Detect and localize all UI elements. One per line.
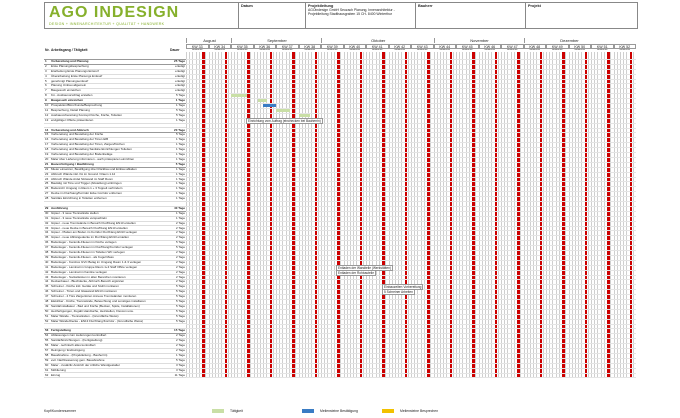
- week-header: KW 34: [209, 44, 232, 49]
- task-duration: 1 Tage: [176, 156, 185, 161]
- col-header-dauer: Dauer: [170, 48, 180, 52]
- week-header: KW 33: [186, 44, 209, 49]
- task-name: Ausbauvorbereitung Konzept Küche, Küche, Toiletten: [51, 112, 122, 117]
- week-day-letters: MDMDFSS: [214, 49, 225, 51]
- week-day-letters: MDMDFSS: [237, 49, 248, 51]
- week-day-letters: MDMDFSS: [552, 49, 563, 51]
- task-duration: 5 Tage: [175, 161, 185, 166]
- task-duration: 5 Tage: [176, 107, 185, 112]
- week-day-letters: MDMDFSS: [259, 49, 270, 51]
- task-duration: 2 Tage: [176, 269, 185, 274]
- task-name: Abfassungen zum Lieferungen kontrolliert: [51, 333, 107, 338]
- week-day-letters: MDMDFSS: [574, 49, 585, 51]
- task-number: 19: [45, 152, 49, 156]
- company-tagline: DESIGN + INNENARCHITEKTUR + QUALITÄT + HANDWERK: [49, 22, 165, 26]
- week-header: KW 43: [411, 44, 434, 49]
- task-number: 39: [45, 254, 49, 259]
- task-number: 31: [45, 215, 49, 220]
- task-number: 36: [45, 240, 49, 245]
- task-number: 16: [45, 137, 49, 142]
- task-duration: 1 Tage: [176, 147, 185, 152]
- task-name: Vorbereitung und Bestellung der Küche: [51, 132, 104, 137]
- task-number: 8: [45, 93, 47, 98]
- week-header: KW 39: [321, 44, 344, 49]
- task-name: Schreiner - Türen und Glaswand EN13 montieren: [51, 289, 117, 294]
- task-name: Elektriker - Küche, Trennwände, Beleuchtung und sonstiges installieren: [51, 299, 146, 303]
- task-name: Decke im Flur/Gang/Korridor Ecke Corridor entfernen: [51, 191, 122, 196]
- task-duration: 40 Tage: [174, 205, 185, 210]
- legend-label: Tätigkeit: [230, 409, 243, 413]
- task-duration: 5 Tage: [176, 240, 185, 245]
- task-duration: 15 Tage: [174, 328, 185, 333]
- task-number: 57: [45, 348, 49, 352]
- task-duration: 5 Tage: [176, 112, 185, 117]
- task-duration: erledigt: [175, 88, 185, 93]
- task-name: Bauabnahme - (Projektleitung - Bauherrin): [51, 352, 108, 357]
- task-number: 4: [45, 73, 47, 78]
- week-header: KW 44: [434, 44, 457, 49]
- task-number: 60: [45, 362, 49, 367]
- task-number: 10: [45, 103, 49, 107]
- task-number: 53: [45, 328, 49, 333]
- task-name: Ausführung: [51, 205, 68, 210]
- task-duration: 2 Tage: [176, 220, 185, 225]
- task-name: Besprechung, Detail Planung: [51, 107, 90, 112]
- task-name: Gipser - 3 neue Trennwände stellen: [51, 210, 99, 215]
- task-name: Vorbereitung und Bestellung der Türen EIB: [51, 137, 109, 142]
- task-duration: 11 Tage: [174, 372, 185, 377]
- gantt-chart: [44, 38, 636, 400]
- week-header: KW 50: [569, 44, 592, 49]
- header-field-projekt: Projekt: [528, 4, 541, 8]
- task-duration: 1 Tage: [175, 98, 185, 103]
- task-name: Abbruch Wände Ardel Sitzwand im Staff Room: [51, 176, 113, 181]
- task-number: 1: [45, 58, 47, 63]
- task-duration: 5 Tage: [176, 318, 185, 323]
- task-number: 15: [45, 132, 49, 137]
- task-name: Gipser - neue Abhängedecke im Flur/Klang EN13 erstellen: [51, 235, 129, 240]
- task-duration: 5 Tage: [176, 313, 185, 318]
- task-duration: 3 Tage: [176, 362, 185, 367]
- week-header: KW 38: [299, 44, 322, 49]
- task-name: Überarbeitung Erste Planungs Entwurf: [51, 73, 103, 78]
- task-number: 47: [45, 294, 49, 299]
- task-name: Gipser - Platten am Boden im Korridor Flur/Klang EN13 verlegen: [51, 230, 138, 235]
- week-day-letters: MDMDFSS: [529, 49, 540, 51]
- company-logo: AGO INDESIGN: [49, 4, 180, 21]
- bar-annotation: 5 Schreiner Arbeiten: [384, 290, 413, 295]
- task-duration: erledigt: [175, 83, 185, 88]
- task-duration: 25 Tage: [174, 58, 185, 63]
- week-header: KW 46: [479, 44, 502, 49]
- task-name: Gipser - neue Decke in Bereich Flur/Klang EN13 erstellen: [51, 225, 128, 230]
- task-duration: 5 Tage: [176, 299, 185, 303]
- task-number: 28: [45, 196, 49, 201]
- task-number: 56: [45, 343, 49, 348]
- task-duration: 1 Tage: [176, 166, 185, 171]
- task-number: 6: [45, 83, 47, 88]
- task-number: 32: [45, 220, 49, 225]
- month-header: November: [434, 38, 525, 43]
- legend-color-box: [212, 409, 224, 413]
- legend-swatch: [212, 407, 226, 415]
- month-header: Dezember: [524, 38, 615, 43]
- task-number: 59: [45, 357, 49, 362]
- task-number: 17: [45, 142, 49, 147]
- task-name: Maler Wände - Trennwänden - (Grundfarbe Weiss): [51, 313, 119, 318]
- legend-swatch: [302, 407, 316, 415]
- task-number: 20: [45, 156, 49, 161]
- task-name: Maler über Lieferung informieren - auch präsupieren einrichten: [51, 156, 135, 161]
- week-day-letters: MDMDFSS: [484, 49, 495, 51]
- task-number: 38: [45, 250, 49, 254]
- task-number: 5: [45, 78, 47, 83]
- task-name: Sanitär/Einrichtungen - (Fertigstellung): [51, 338, 103, 343]
- task-duration: 1 Tage: [176, 196, 185, 201]
- task-number: 3: [45, 68, 47, 73]
- task-number: 18: [45, 147, 49, 152]
- legend-left-label: Kopf/Kundennummer: [44, 409, 77, 413]
- week-day-letters: MDMDFSS: [349, 49, 360, 51]
- task-name: Maler Wände/Decke - EN13 Flur/Klang/Korridor - (Grundfarbe Weiss): [51, 318, 144, 323]
- task-name: Schreiner - 4 Türe Zargentüren Annexe Trennwänden montieren: [51, 294, 137, 299]
- task-name: Erste Planungsbesprechung: [51, 63, 89, 68]
- task-duration: erledigt: [175, 73, 185, 78]
- bar-annotation: Einbauzeiten Vorbereitung: [384, 285, 422, 290]
- task-number: 11: [45, 107, 49, 112]
- task-name: Mieter einsetzen, Bewilligung über Rückbau und Einbau ablaiten: [51, 166, 137, 171]
- task-duration: 1 Tage: [176, 142, 185, 147]
- week-day-letters: MDMDFSS: [192, 49, 203, 51]
- task-name: Bodenrohr Umgang m Raum 1 + 3 Toppelt verhindern: [51, 186, 123, 191]
- task-name: Vorbereitung und Planung: [51, 58, 89, 63]
- month-header: Oktober: [321, 38, 435, 43]
- task-name: Heizfertigungen, Zugabi Handtuche, Heizstellen, Flexcon usw.: [51, 308, 134, 313]
- month-header: September: [231, 38, 322, 43]
- task-duration: 1 Tage: [176, 215, 185, 220]
- task-name: Baugesuch einreichen: [51, 88, 81, 93]
- task-duration: 5 Tage: [176, 289, 185, 294]
- task-number: 41: [45, 264, 49, 269]
- task-name: genehmigt Planungsentwurf: [51, 78, 89, 83]
- task-name: Kü - Ausbauvorschlag erstellen: [51, 93, 93, 98]
- task-duration: 2 Tage: [176, 279, 185, 284]
- task-duration: 2 Tage: [176, 264, 185, 269]
- task-duration: 2 Tage: [176, 254, 185, 259]
- task-duration: 1 Tage: [176, 137, 185, 142]
- task-name: endgültiger Offerte präsentieren: [51, 117, 94, 122]
- task-duration: 2 Tage: [176, 259, 185, 264]
- week-day-letters: MDMDFSS: [304, 49, 315, 51]
- task-name: Schreiner - Küche inkl. Geräte und Stuhl montieren: [51, 284, 119, 289]
- task-name: Bauvorfertigung / Bauführung: [51, 161, 94, 166]
- task-bar: [258, 99, 267, 102]
- legend-label: Meilensteine Besprechen: [400, 409, 439, 413]
- task-name: Deckenbauer - Blechdecke, Abbruch-Bereich ergänzen: [51, 279, 125, 284]
- week-day-letters: MDMDFSS: [439, 49, 450, 51]
- task-name: Fertigstellung: [51, 328, 71, 333]
- task-list: [44, 38, 186, 400]
- task-name: Planung Umbau allgemein: [51, 83, 87, 88]
- task-number: 27: [45, 191, 49, 196]
- task-number: 33: [45, 225, 49, 230]
- week-day-letters: MDMDFSS: [619, 49, 630, 51]
- task-duration: erledigt: [175, 68, 185, 73]
- week-header: KW 47: [501, 44, 524, 49]
- header-field-date: Datum: [239, 3, 306, 28]
- task-duration: 5 Tage: [176, 245, 185, 250]
- week-header: KW 42: [389, 44, 412, 49]
- task-duration: 2 Tage: [176, 343, 185, 348]
- task-name: Bodenleger - Laminat im Gruppe Raum 1+3 Staff Office verlegen: [51, 264, 138, 269]
- task-name: Bodenleger - Korobox GVC Belag im Umgang Raum 1 & 3 verlegen: [51, 259, 142, 264]
- task-number: 2: [45, 63, 47, 68]
- week-day-letters: MDMDFSS: [462, 49, 473, 51]
- task-number: 61: [45, 367, 49, 372]
- week-header: KW 35: [231, 44, 254, 49]
- task-name: Vorbereitung und Bestellung der Türen, Zargen/Küchen: [51, 142, 125, 147]
- logo-area: [45, 3, 239, 28]
- task-bar: [263, 104, 277, 107]
- week-header: KW 52: [614, 44, 637, 49]
- task-duration: 5 Tage: [176, 132, 185, 137]
- task-number: 26: [45, 186, 49, 191]
- task-number: 30: [45, 210, 49, 215]
- task-duration: 1 Tage: [176, 186, 185, 191]
- task-duration: erledigt: [175, 63, 185, 68]
- header-field-bauherr: Bauherr: [416, 3, 526, 28]
- task-number: 21: [45, 161, 49, 166]
- header-field-projektleitung: Projektleitung AGOindesign GmbH Seuzach Planung, Innenarchitektur - Projektleitung Stadthausgraben 15 CH- 8400 Winterthur: [306, 3, 416, 28]
- week-day-letters: MDMDFSS: [394, 49, 405, 51]
- bar-annotation: Einrichtung vom Auftrag (einchecken bei Bauherrin): [248, 118, 321, 123]
- task-name: Einzug: [51, 372, 61, 377]
- task-name: Bodenleger - Keramik-Fliesen im Toiletten WC verlegen: [51, 250, 125, 254]
- task-number: 50: [45, 308, 49, 313]
- legend-label: Meilensteine Bestätigung: [320, 409, 358, 413]
- task-duration: 2 Tage: [176, 225, 185, 230]
- task-duration: 1 Tage: [176, 117, 185, 122]
- timeline: [186, 38, 636, 400]
- task-number: 23: [45, 171, 49, 176]
- task-name: Sanitärinstallateur - Bad und Küche (Becken, Spüle, Installationen): [51, 303, 140, 308]
- task-duration: erledigt: [175, 78, 185, 83]
- task-duration: 2 Tage: [176, 274, 185, 279]
- task-name: Erarbeitung Erste Planungs Entwurf: [51, 68, 99, 73]
- task-duration: 1 Tage: [176, 191, 185, 196]
- task-duration: 5 Tage: [176, 93, 185, 98]
- task-name: Vorbereitung und Bestellung Sanitäre Einrichtungen Toiletten: [51, 147, 132, 152]
- col-header-name: Arbeitsgang / Tätigkeit: [51, 48, 88, 52]
- task-duration: 1 Tage: [176, 210, 185, 215]
- task-name: Maler - technisch alles kontrolliert: [51, 343, 96, 348]
- week-day-letters: MDMDFSS: [372, 49, 383, 51]
- task-name: Gipser - neue Trennwände in Bereich Flur/Klang EN13 erstellen: [51, 220, 136, 225]
- task-number: 46: [45, 289, 49, 294]
- task-number: 43: [45, 274, 49, 279]
- week-header: KW 49: [546, 44, 569, 49]
- task-number: 25: [45, 181, 49, 186]
- legend-swatch: [382, 407, 396, 415]
- task-number: 44: [45, 279, 49, 284]
- bar-annotation: Entladen der Rohbauteile: [338, 270, 374, 275]
- task-duration: 2 Tage: [176, 250, 185, 254]
- task-name: Bodenleger - Keramik-Fliesen im Küche verlegen: [51, 240, 117, 245]
- task-name: Gipser - 3 neue Trennwände verspachteln: [51, 215, 107, 220]
- month-header: August: [186, 38, 232, 43]
- legend-color-box: [382, 409, 394, 413]
- task-duration: 5 Tage: [176, 357, 185, 362]
- task-row: [44, 373, 186, 379]
- week-header: KW 40: [344, 44, 367, 49]
- task-name: Vorbereitung und Bestellung der Bodenbeläge: [51, 152, 113, 156]
- task-number: 14: [45, 127, 49, 132]
- week-day-letters: MDMDFSS: [597, 49, 608, 51]
- task-duration: 5 Tage: [176, 303, 185, 308]
- task-duration: 2 Tage: [176, 338, 185, 343]
- task-duration: 3 Tage: [176, 367, 185, 372]
- task-duration: 2 Tage: [176, 348, 185, 352]
- task-name: Prospektion/Büro/Kunde/Besprechung: [51, 103, 103, 107]
- task-name: Baugesuch einreichen: [51, 98, 84, 103]
- task-name: Bodenleger - Laminat im Kantine verlegen: [51, 269, 108, 274]
- task-number: 52: [45, 318, 49, 323]
- task-number: 48: [45, 299, 49, 303]
- task-duration: 5 Tage: [176, 294, 185, 299]
- task-duration: 1 Tage: [176, 181, 185, 186]
- task-duration: 1 Tage: [176, 352, 185, 357]
- task-number: 13: [45, 117, 49, 122]
- task-duration: 2 Tage: [176, 230, 185, 235]
- task-number: 62: [45, 372, 49, 377]
- task-number: 42: [45, 269, 49, 274]
- task-bar: [231, 94, 247, 97]
- task-duration: 5 Tage: [176, 284, 185, 289]
- legend-color-box: [302, 409, 314, 413]
- task-name: evtl. Nachbesserung gem. Bauabnahme: [51, 357, 105, 362]
- task-number: 34: [45, 230, 49, 235]
- task-duration: 2 Tage: [176, 235, 185, 240]
- bar-annotation: Entladen der Wandteile (Werkstätten): [338, 265, 391, 270]
- task-number: 7: [45, 88, 47, 93]
- task-name: Abbruch Wände inkl. Kü im Ground / Raum 1.12: [51, 171, 116, 176]
- task-name: Bautätig mit Türe und Trigger (Abstellung) einbringen: [51, 181, 122, 186]
- task-name: Bodenleger - Sockelleisten in allen Bereichen montieren: [51, 274, 126, 279]
- task-duration: 1 Tage: [176, 103, 185, 107]
- task-duration: 1 Tage: [176, 152, 185, 156]
- task-number: 29: [45, 205, 49, 210]
- task-duration: 2 Tage: [176, 333, 185, 338]
- week-header: KW 51: [591, 44, 614, 49]
- task-name: Möblierung: [51, 367, 66, 372]
- task-number: 24: [45, 176, 49, 181]
- task-number: 55: [45, 338, 49, 343]
- task-number: 37: [45, 245, 49, 250]
- week-day-letters: MDMDFSS: [282, 49, 293, 51]
- week-header: KW 48: [524, 44, 547, 49]
- week-header: KW 37: [276, 44, 299, 49]
- week-day-letters: MDMDFSS: [417, 49, 428, 51]
- task-name: Sanitäre Einrichtung in Toiletten entfernen: [51, 196, 107, 201]
- task-number: 45: [45, 284, 49, 289]
- task-bar: [276, 109, 290, 112]
- page-header: [44, 2, 638, 29]
- col-header-nr: Nr.: [45, 48, 50, 52]
- week-day-letters: MDMDFSS: [507, 49, 518, 51]
- task-duration: 1 Tage: [176, 176, 185, 181]
- week-header: KW 45: [456, 44, 479, 49]
- task-bar: [299, 114, 310, 117]
- task-number: 22: [45, 166, 49, 171]
- task-name: Reinigung / Endreinigung: [51, 348, 85, 352]
- task-name: Bodenleger - Keramik-Fliesen - als Kugel Mass: [51, 254, 114, 259]
- task-duration: 5 Tage: [176, 308, 185, 313]
- task-number: 58: [45, 352, 49, 357]
- task-duration: 20 Tage: [174, 127, 185, 132]
- task-number: 54: [45, 333, 49, 338]
- week-header: KW 36: [254, 44, 277, 49]
- task-name: Vorbereitung und Abbruch: [51, 127, 89, 132]
- task-number: 51: [45, 313, 49, 318]
- task-name: Maler - zusätzlic Anstrich der örtliche Wandgestalter: [51, 362, 120, 367]
- task-duration: 1 Tage: [176, 171, 185, 176]
- task-number: 40: [45, 259, 49, 264]
- task-number: 9: [45, 98, 47, 103]
- week-day-letters: MDMDFSS: [327, 49, 338, 51]
- task-name: Bodenleger - Keramik-Fliesen im Flur/Klang/Korridor verlegen: [51, 245, 134, 250]
- task-number: 35: [45, 235, 49, 240]
- task-number: 49: [45, 303, 49, 308]
- task-number: 12: [45, 112, 49, 117]
- week-header: KW 41: [366, 44, 389, 49]
